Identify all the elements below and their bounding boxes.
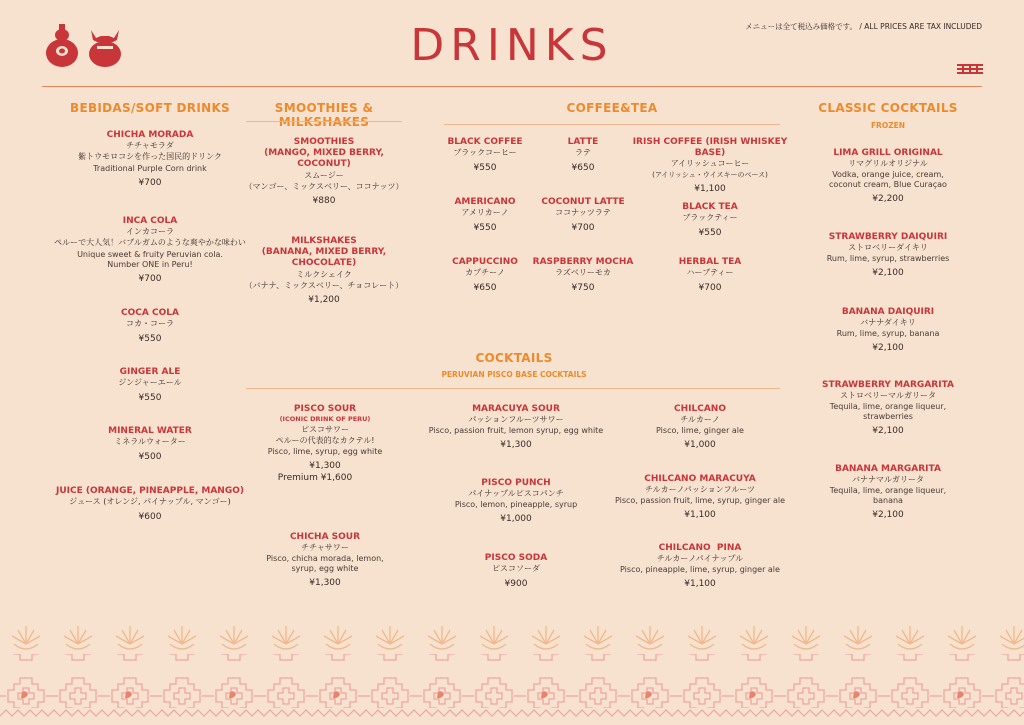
item-name-jp: パッションフルーツサワー (468, 415, 564, 424)
page-title: DRINKS (410, 20, 614, 71)
item-price: ¥2,200 (872, 193, 904, 204)
item-price: ¥1,100 (684, 509, 716, 520)
item-name-jp: バナナマルガリータ (852, 475, 924, 484)
item-price: ¥2,100 (872, 342, 904, 353)
tax-note: メニューは全て税込み価格です。 / ALL PRICES ARE TAX INCLUDED (745, 22, 982, 31)
item-name-jp: ジンジャーエール (118, 378, 182, 387)
section-divider (246, 388, 780, 389)
item-name: BLACK TEA (682, 202, 738, 212)
item-name: HERBAL TEA (678, 257, 742, 267)
item-description: Rum, lime, syrup, banana (836, 328, 940, 338)
menu-item (30, 216, 270, 285)
item-name: COCONUT LATTE (541, 197, 625, 207)
header-divider (42, 86, 982, 87)
section-subtitle-cocktails: PERUVIAN PISCO BASE COCKTAILS (441, 370, 587, 379)
item-name: CHILCANO MARACUYA (644, 474, 756, 484)
menu-item (30, 308, 270, 345)
item-name-jp: ブラックティー (682, 213, 738, 222)
item-price-premium: Premium ¥1,600 (277, 473, 353, 483)
item-name-jp: インカコーラ (126, 227, 174, 236)
item-name: BLACK COFFEE (447, 137, 523, 147)
item-name-jp: チチャモラダ (126, 141, 174, 150)
item-name-jp: ブラックコーヒー (453, 148, 517, 157)
section-divider (444, 124, 780, 125)
menu-item (30, 426, 270, 463)
item-name: STRAWBERRY DAIQUIRI (828, 232, 948, 242)
menu-item (800, 464, 976, 521)
item-note-jp: （バナナ、ミックスベリー、チョコレート） (244, 280, 404, 290)
item-name-jp: カプチーノ (465, 268, 505, 277)
menu-item (418, 553, 614, 590)
menu-item (612, 543, 788, 590)
footer-pattern (0, 620, 1024, 725)
item-name-jp: ピスコソーダ (492, 564, 540, 573)
menu-item (612, 474, 788, 521)
item-price: ¥550 (473, 162, 497, 173)
menu-item (30, 130, 270, 189)
item-description: Pisco, chicha morada, lemon, (266, 553, 384, 563)
item-name-jp: ストロベリーダイキリ (848, 243, 928, 252)
menu-item (30, 367, 270, 404)
item-price: ¥500 (138, 451, 162, 462)
menu-item (800, 148, 976, 205)
item-name-jp: ラズベリーモカ (555, 268, 611, 277)
item-name: GINGER ALE (119, 367, 181, 377)
item-price: ¥650 (571, 162, 595, 173)
item-description: Rum, lime, syrup, strawberries (826, 253, 950, 263)
item-description: Number ONE in Peru! (107, 260, 193, 269)
item-price: ¥750 (571, 282, 595, 293)
menu-item (236, 137, 412, 207)
section-title-classic-cocktails: CLASSIC COCKTAILS (818, 101, 958, 115)
item-price: ¥700 (698, 282, 722, 293)
item-price: ¥1,000 (500, 513, 532, 524)
item-price: ¥1,200 (308, 295, 340, 305)
item-name: CHILCANO PINA (658, 543, 742, 553)
item-name: PISCO SOUR (293, 404, 357, 414)
item-name-jp: ストロベリーマルガリータ (840, 391, 936, 400)
menu-item (418, 404, 614, 451)
item-name-jp: バナナダイキリ (860, 318, 916, 327)
menu-item (240, 532, 410, 589)
item-name-jp: チルカーノ (680, 415, 720, 424)
item-note-jp: ペルーの代表的なカクテル! (275, 435, 375, 445)
item-name: IRISH COFFEE (IRISH WHISKEY BASE) (632, 137, 788, 158)
menu-item (655, 257, 765, 294)
item-name-variants: (BANANA, MIXED BERRY, CHOCOLATE) (261, 247, 387, 268)
item-name-jp: ハーブティー (686, 268, 734, 277)
menu-item (800, 380, 976, 437)
item-name: CHILCANO (674, 404, 726, 414)
section-subtitle-frozen: FROZEN (870, 121, 906, 130)
item-name-variants: (MANGO, MIXED BERRY, COCONUT) (264, 148, 384, 169)
item-price: ¥700 (138, 178, 162, 188)
item-tagline: (ICONIC DRINK OF PERU) (279, 415, 371, 423)
item-name-jp: アメリカーノ (461, 208, 509, 217)
item-description: Pisco, passion fruit, lemon syrup, egg white (428, 425, 604, 435)
section-title-coffee-tea: COFFEE&TEA (566, 101, 658, 115)
item-name: MARACUYA SOUR (472, 404, 560, 414)
item-price: ¥1,100 (684, 578, 716, 589)
item-name: STRAWBERRY MARGARITA (822, 380, 954, 390)
item-price: ¥1,300 (500, 439, 532, 450)
item-name: RASPBERRY MOCHA (532, 257, 634, 267)
section-title-smoothies: SMOOTHIES & MILKSHAKES (274, 101, 374, 129)
menu-item (528, 137, 638, 174)
item-price: ¥550 (138, 333, 162, 344)
section-title-soft-drinks: BEBIDAS/SOFT DRINKS (70, 101, 230, 115)
item-name-jp: ジュース (オレンジ, パイナップル, マンゴー) (69, 497, 231, 506)
item-name: LIMA GRILL ORIGINAL (833, 148, 943, 158)
item-note-jp: ペルーで大人気！バブルガムのような爽やかな味わい (54, 237, 246, 247)
item-name: MILKSHAKES (291, 236, 357, 246)
item-description: coconut cream, Blue Curaçao (829, 179, 947, 189)
menu-item (30, 486, 270, 523)
item-price: ¥700 (138, 274, 162, 284)
item-name: BANANA MARGARITA (835, 464, 941, 474)
menu-item (800, 232, 976, 279)
item-description: strawberries (863, 411, 913, 421)
item-name: PISCO PUNCH (481, 478, 551, 488)
item-description: Tequila, lime, orange liqueur, (829, 401, 947, 411)
item-description: Unique sweet & fruity Peruvian cola. (77, 250, 223, 259)
item-name: BANANA DAIQUIRI (841, 307, 935, 317)
item-name-jp: チチャサワー (301, 543, 349, 552)
section-divider (246, 121, 402, 122)
item-name: CAPPUCCINO (452, 257, 518, 267)
item-description: Pisco, lime, syrup, egg white (267, 447, 383, 456)
item-price: ¥1,300 (309, 577, 341, 588)
item-note-jp: (アイリッシュ・ウイスキーのベース) (652, 170, 768, 179)
menu-item (236, 236, 412, 306)
item-description: Tequila, lime, orange liqueur, (829, 485, 947, 495)
item-description: Pisco, lemon, pineapple, syrup (454, 499, 578, 509)
menu-item (430, 137, 540, 174)
item-price: ¥600 (138, 511, 162, 522)
item-name-jp: ラテ (575, 148, 591, 157)
item-description: Pisco, lime, ginger ale (656, 425, 744, 435)
item-name: CHICHA MORADA (106, 130, 194, 140)
item-price: ¥550 (138, 392, 162, 403)
item-name-jp: スムージー (304, 171, 344, 180)
item-description: Pisco, pineapple, lime, syrup, ginger ale (620, 564, 780, 574)
item-name: AMERICANO (454, 197, 516, 207)
item-name-jp: ミネラルウォーター (114, 437, 186, 446)
item-name: LATTE (567, 137, 599, 147)
item-name-jp: ピスコサワー (301, 425, 349, 434)
item-price: ¥880 (312, 196, 336, 206)
menu-item (528, 197, 638, 234)
item-price: ¥2,100 (872, 267, 904, 278)
section-title-cocktails: COCKTAILS (475, 351, 553, 365)
menu-item (612, 404, 788, 451)
item-price: ¥550 (698, 227, 722, 238)
menu-item (528, 257, 638, 294)
item-price: ¥1,300 (309, 461, 341, 471)
item-note-jp: 紫トウモロコシを作った国民的ドリンク (78, 151, 222, 161)
item-price: ¥650 (473, 282, 497, 293)
flag-icon (957, 64, 983, 74)
item-note-jp: （マンゴー、ミックスベリー、ココナッツ） (244, 181, 404, 191)
item-name: SMOOTHIES (293, 137, 355, 147)
item-price: ¥2,100 (872, 509, 904, 520)
item-name: INCA COLA (122, 216, 178, 226)
item-price: ¥2,100 (872, 425, 904, 436)
item-description: banana (873, 495, 903, 505)
item-price: ¥550 (473, 222, 497, 233)
menu-item (655, 202, 765, 239)
menu-item (240, 404, 410, 484)
item-name: MINERAL WATER (108, 426, 192, 436)
item-description: Traditional Purple Corn drink (93, 164, 207, 173)
item-name-jp: チルカーノパイナップル (656, 554, 744, 563)
item-name: JUICE (ORANGE, PINEAPPLE, MANGO) (56, 486, 244, 496)
item-name-jp: チルカーノパッションフルーツ (645, 485, 755, 494)
item-description: Pisco, passion fruit, lime, syrup, ginger ale (614, 495, 785, 505)
item-name: COCA COLA (121, 308, 179, 318)
item-price: ¥900 (504, 578, 528, 589)
menu-item (630, 137, 790, 195)
item-price: ¥700 (571, 222, 595, 233)
item-description: syrup, egg white (291, 563, 359, 573)
item-name-jp: ミルクシェイク (296, 270, 352, 279)
item-description: Vodka, orange juice, cream, (832, 169, 944, 179)
menu-item (430, 257, 540, 294)
item-price: ¥1,000 (684, 439, 716, 450)
item-name-jp: パイナップルピスコパンチ (468, 489, 564, 498)
item-name-jp: アイリッシュコーヒー (670, 159, 750, 168)
item-name: CHICHA SOUR (289, 532, 361, 542)
item-name-jp: コカ・コーラ (126, 319, 174, 328)
item-name-jp: ココナッツラテ (555, 208, 611, 217)
item-price: ¥1,100 (694, 184, 726, 194)
menu-item (800, 307, 976, 354)
item-name: PISCO SODA (484, 553, 548, 563)
item-name-jp: リマグリルオリジナル (848, 159, 928, 168)
menu-item (430, 197, 540, 234)
menu-item (418, 478, 614, 525)
